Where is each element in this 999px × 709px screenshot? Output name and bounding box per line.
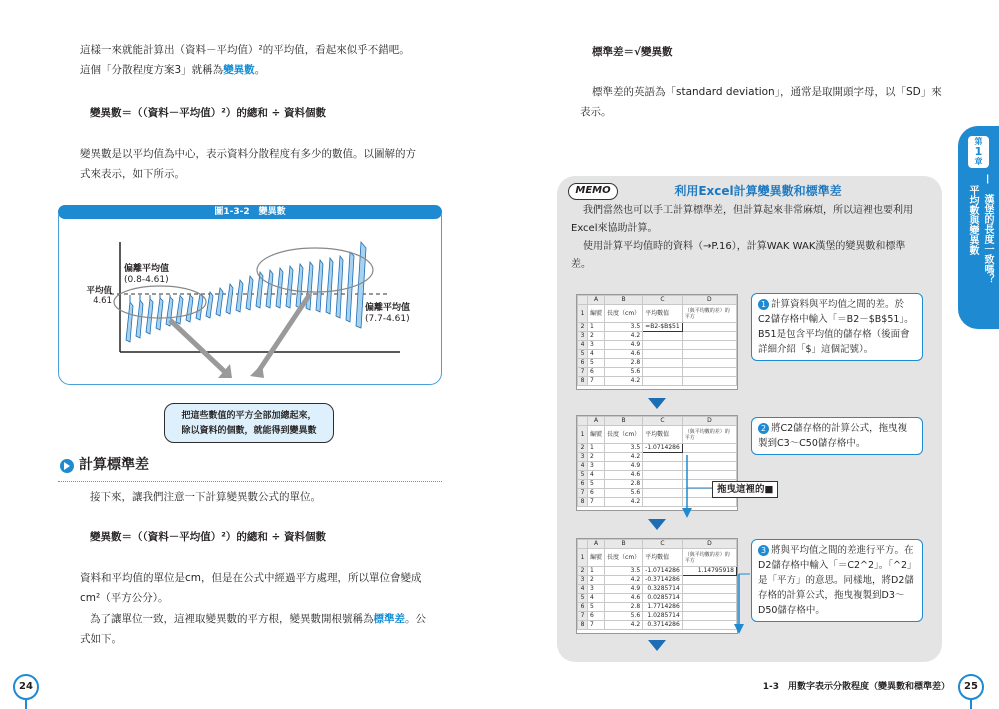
page-number-right: 25 [958, 674, 984, 700]
formula-sd: 標準差＝√變異數 [592, 46, 673, 58]
footer-title: 1-3 用數字表示分散程度（變異數和標準差） [762, 682, 950, 692]
down-arrow-icon [648, 519, 666, 530]
paragraph-2: 變異數是以平均值為中心，表示資料分散程度有多少的數值。以圖解的方 式來表示，如下所示。 [80, 148, 416, 180]
down-arrow-icon [648, 640, 666, 651]
formula-variance-2: 變異數＝（（資料－平均值）²）的總和 ÷ 資料個數 [90, 531, 326, 543]
term-variance: 變異數 [223, 64, 255, 76]
down-arrow-icon [648, 398, 666, 409]
note-step-3: 3 將與平均值之間的差進行平方。在D2儲存格中輸入「＝C2^2」。「^2」是「平方」的意思。同樣地，將D2儲存格的計算公式，拖曳複製到D3～D50儲存格中。 [751, 539, 923, 622]
mean-label: 平均值 4.61 [86, 286, 112, 306]
paragraph-4: 資料和平均值的單位是cm，但是在公式中經過平方處理，所以單位會變成 cm²（平方公分）。 [80, 572, 422, 604]
sd-paragraph: 標準差的英語為「standard deviation」，通常是取開頭字母，以「SD」來 表示。 [580, 86, 942, 118]
spreadsheet-2: A B C D 1 編號 長度（cm） 平均數值 （與平均數的差）的平方 2 1 3.5 -1.0714286 3 2 4.2 4 3 4.9 5 4 4.6 6 5 2.8 7 6 5.6 8 7 4.2 [576, 415, 738, 511]
dev-high-label: 偏離平均值 (7.7-4.61) [365, 303, 411, 324]
section-title: 計算標準差 [79, 457, 149, 473]
dev-low-label: 偏離平均值 (0.8-4.61) [124, 264, 170, 285]
term-sd: 標準差 [373, 613, 405, 625]
drag-label: 拖曳這裡的■ [712, 481, 778, 498]
figure-callout: 把這些數值的平方全部加總起來， 除以資料的個數，就能得到變異數 [164, 403, 334, 443]
note-step-1: 1 計算資料與平均值之間的差。於C2儲存格中輸入「＝B2－$B$51」。B51是包含平均值的儲存格（後面會詳細介紹「$」這個記號）。 [751, 293, 923, 361]
memo-title: 利用Excel計算變異數和標準差 [674, 184, 842, 198]
cell-c2: =B2-$B$51 [643, 323, 683, 332]
note-step-2: 2 將C2儲存格的計算公式，拖曳複製到C3～C50儲存格中。 [751, 417, 923, 455]
page-number-left: 24 [13, 674, 39, 700]
chapter-title-2: 平均數與變異數 [967, 185, 978, 255]
spreadsheet-3: A B C D 1 編號 長度（cm） 平均數值 （與平均數的差）的平方 2 1 3.5 -1.0714286 1.14795918 3 2 4.2 -0.3714286 4 3 4.9 0.3285714 5 4 4.6 0.0285714 6 5 2.8 1.7714286 7 6 5.6 1.0285714 8 7 4.2 0.3714286 [576, 538, 738, 634]
memo-text: 我們當然也可以手工計算標準差，但計算起來非常麻煩，所以這裡也要利用 Excel來協助計算。 使用計算平均值時的資料（→P.16），計算WAK WAK漢堡的變異數和標準 差。 [571, 205, 913, 270]
paragraph-5: 為了讓單位一致，這裡取變異數的平方根，變異數開根號稱為標準差。公 式如下。 [80, 613, 426, 645]
chapter-number: 第 1 章 [968, 136, 989, 168]
section-bullet-icon [60, 459, 74, 473]
paragraph-1: 這樣一來就能計算出（資料－平均值）²的平均值，看起來似乎不錯吧。 這個「分散程度方案3」就稱為變異數。 [80, 44, 410, 76]
memo-badge: MEMO [568, 183, 618, 200]
figure-title: 圖1-3-2 變異數 [58, 205, 442, 219]
formula-variance: 變異數＝（（資料－平均值）²）的總和 ÷ 資料個數 [90, 107, 326, 119]
section-divider [58, 481, 442, 482]
spreadsheet-1: A B C D 1 編號 長度（cm） 平均數值 （與平均數的差）的平方 2 1 3.5 =B2-$B$51 3 2 4.2 4 3 4.9 5 4 4.6 6 5 2.8 7 6 5.6 8 7 4.2 [576, 294, 738, 390]
paragraph-3: 接下來，讓我們注意一下計算變異數公式的單位。 [90, 491, 321, 503]
chapter-title-1: — 漢堡的長度一致嗎？ [982, 174, 993, 284]
